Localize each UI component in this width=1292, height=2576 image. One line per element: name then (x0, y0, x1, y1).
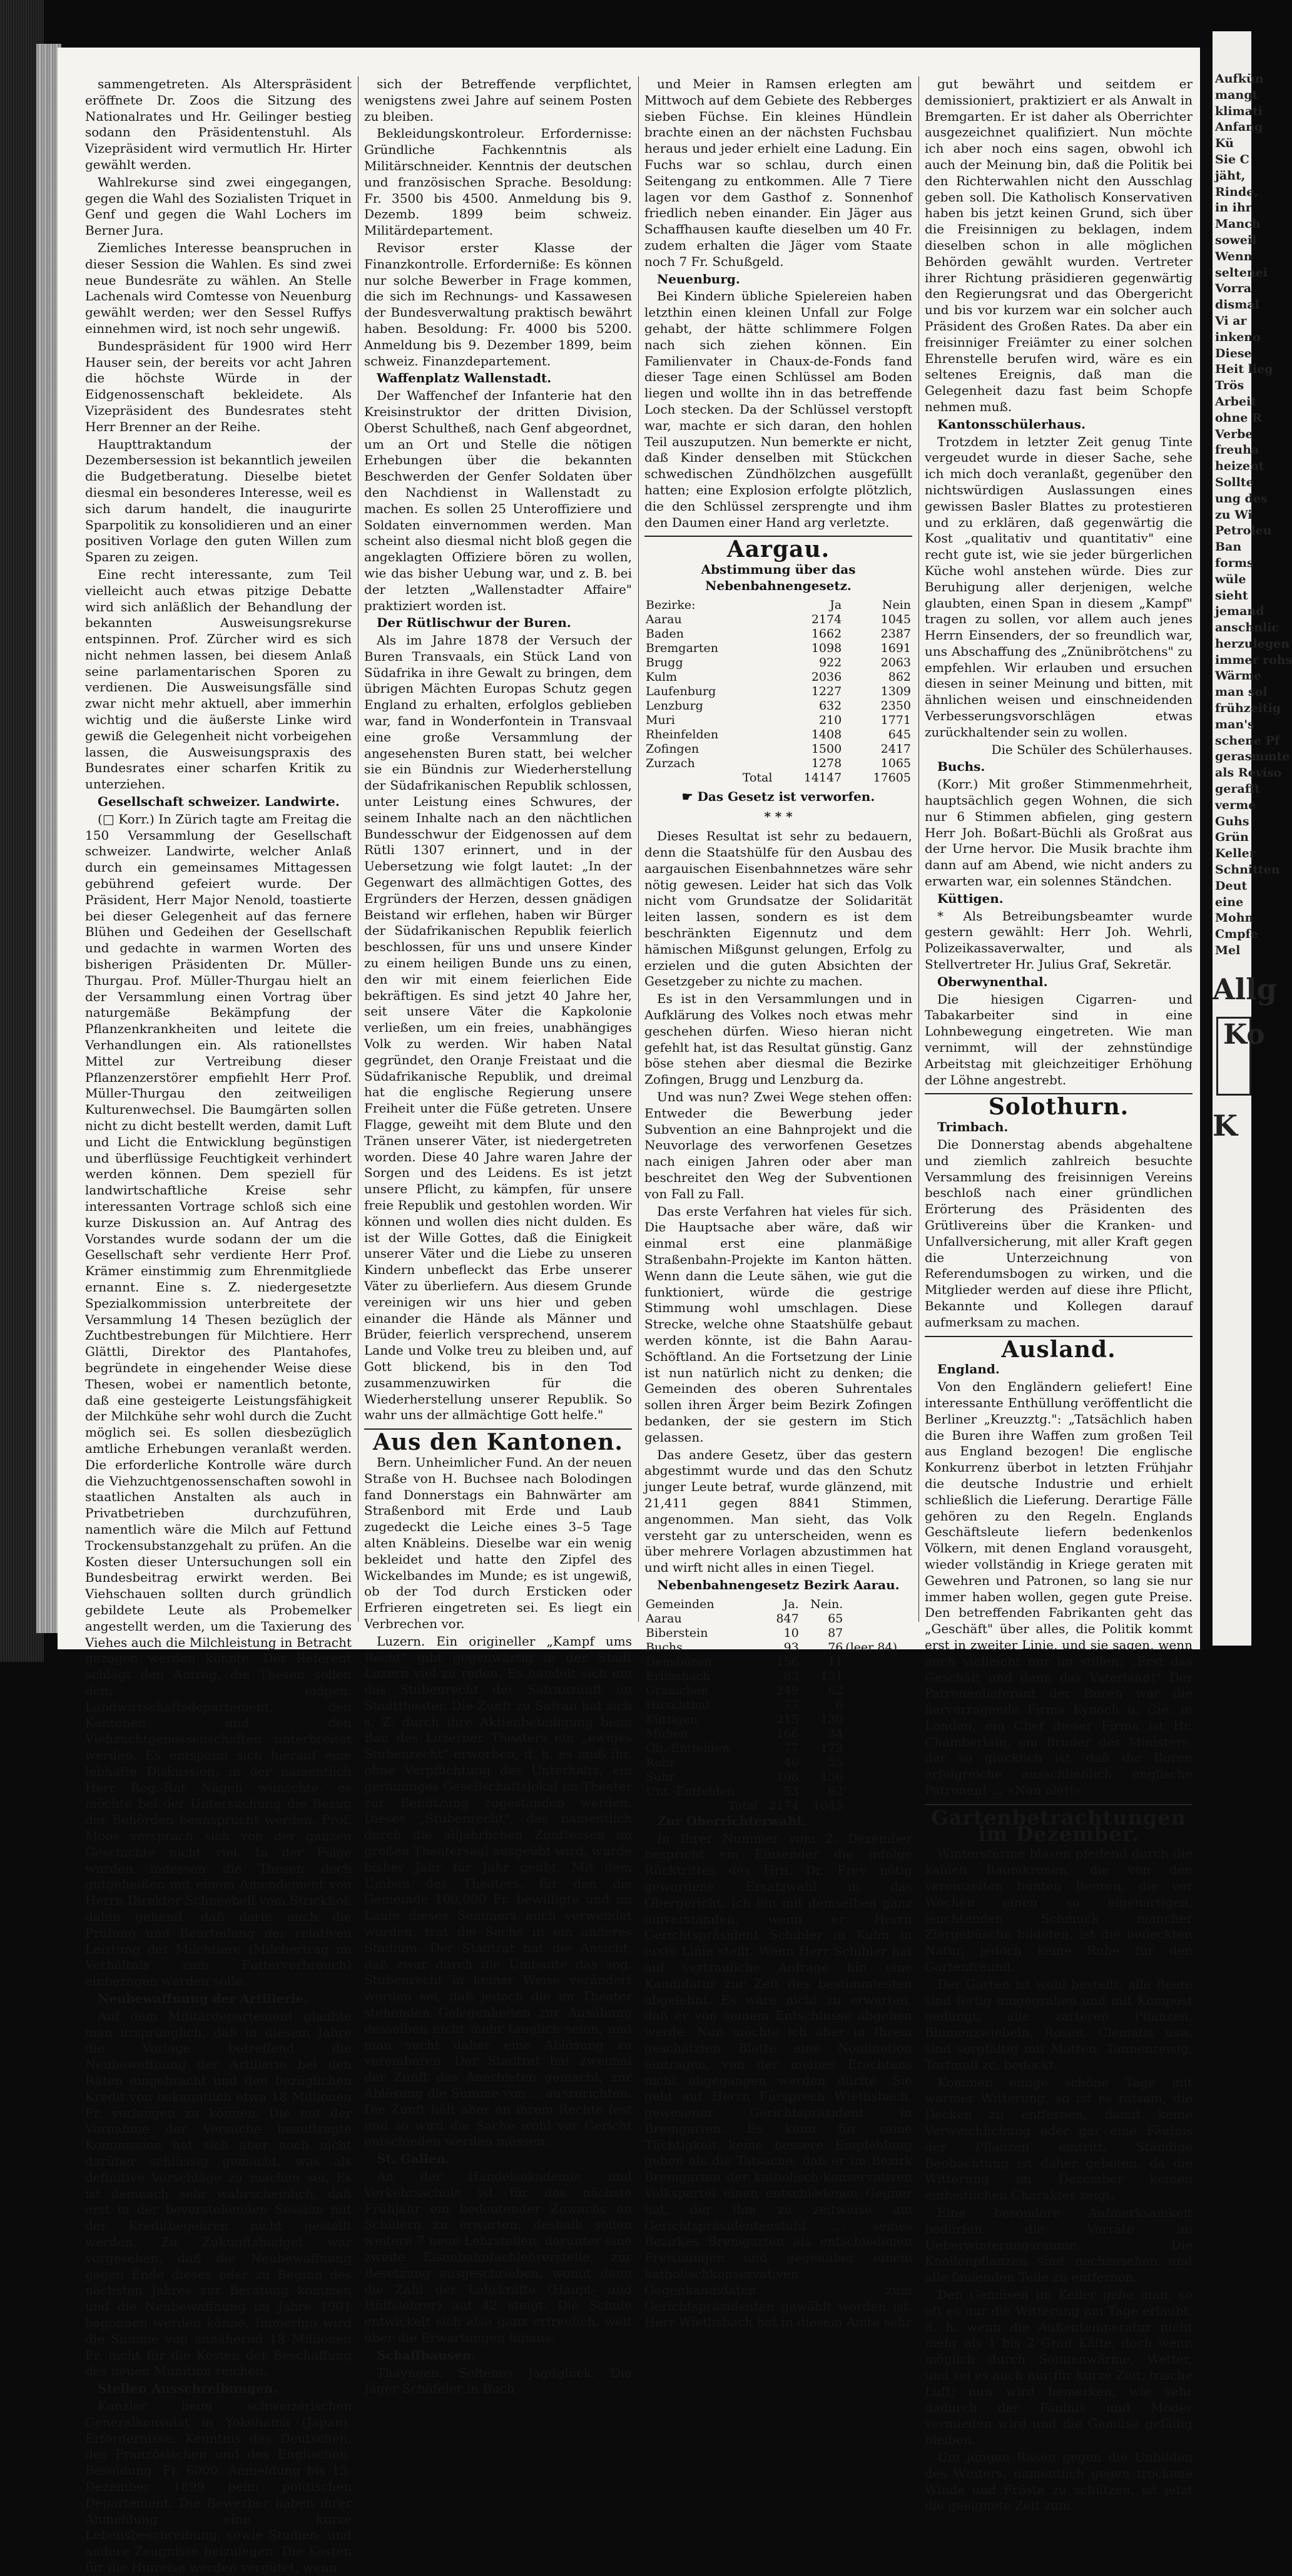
adjacent-text-line: Vi ar (1215, 313, 1247, 328)
cell: Baden (646, 626, 684, 641)
paragraph: Luzern. Ein origineller „Kampf ums Recht" gibt gegenwärtig in der Stadt Luzern viel zu reden. Es handelt sich um das Stubenrecht der Safranzunft im Stadttheater. Die Zunft zu Safran hat sich s. Z. durch ihre Aktienbeteiligung beim Bau des Luzerner Theaters ein „ewiges Stubenrecht" erworben, d. h. es muß ihr, ohne Verpflichtung des Unterhalts, ein geräumiges Gesellschaftslokal im Theater zur Benützung zugestanden werden. Dieses „Stubenrecht", das namentlich durch die alljährlichen Zunftessen im großen Theatersaal ausgeübt wird, wurde bisher Jahr für Jahr geübt. Mit dem Umbau des Theaters, für den die Gemeinde 100,000 Fr. bewilligte und im Laufe dieses Sommers auch verwendet wurden, trat die Sache in ein anderes Stadium. Der Stadtrat hat die Ansicht, daß zwar durch die Umbaute das sog. Stubenrecht in keiner Weise verändert worden sei, daß jedoch die im Theater stehenden Gelegenheiten zur Ausübung desselben nicht mehr tauglich seien, und man sucht daher eine Ablösung zu vereinbaren. Der Stadtrat hat zweimal der Zunft das Anerbieten gemacht, zur Ablösung die Summe von ... auszurichten. Die Zunft hält aber an ihrem Rechte fest und so wird die Sache wohl vor Gericht entschieden werden müssen. (364, 1633, 632, 2149)
adjacent-text-line: Wärme (1215, 669, 1262, 683)
cell: 645 (888, 727, 911, 741)
paragraph: Bern. Unheimlicher Fund. An der neuen Straße von H. Buchsee nach Bolodingen fand Donnerstags ein Bahnwärter am Straßenbord mit Erde und Laub zugedeckt die Leiche eines 3–5 Tage alten Knäbleins. Dieselbe war ein wenig bekleidet und hatte den Zipfel des Wickelbandes im Munde; es ist ungewiß, ob der Tod durch Ersticken oder Erfrieren eingetreten sei. Es liegt ein Verbrechen vor. (364, 1454, 632, 1631)
section-heading: Neubewaffnung der Artillerie. (98, 1991, 308, 2007)
paragraph: Bekleidungskontroleur. Erfordernisse: Gründliche Fachkenntnis als Militärschneider. Kenntnis der deutschen und französischen Sprache. Besoldung: Fr. 3500 bis 4500. Anmeldung bis 9. Dezemb. 1899 beim schweiz. Militärdepartement. (364, 126, 632, 238)
paragraph: und Meier in Ramsen erlegten am Mittwoch auf dem Gebiete des Rebberges sieben Füchse. Ein kleines Hündlein brachte einen an der nächsten Fuchsbau heraus und jeder erhielt eine Ladung. Ein Fuchs war so schlau, durch einen Seitengang zu entkommen. Alle 7 Tiere lagen vor dem Gasthof z. Sonnenhof friedlich neben einander. Ein Jäger aus Schaffhausen kaufte dieselben um 40 Fr. zudem erhalten die Jäger vom Staate noch 7 Fr. Schußgeld. (644, 76, 912, 269)
cell: 2174 (768, 1798, 799, 1813)
cell: 632 (818, 698, 842, 713)
cell: 55 (828, 1755, 843, 1769)
adjacent-text-line: Mohn (1215, 911, 1254, 925)
paragraph: Bei Kindern übliche Spielereien haben letzthin einen kleinen Unfall zur Folge gehabt, der hätte schlimmere Folgen nach sich ziehen können. Ein Familienvater in Chaux-de-Fonds fand dieser Tage einen Schlüssel am Boden liegen und wollte ihn in das betreffende Loch stecken. Da der Schlüssel verstopft war, machte er sich daran, den hohlen Teil auszuputzen. Nun bemerkte er nicht, daß Kinder denselben mit Stückchen schwedischen Zündhölzchen ausgefüllt hatten; eine Explosion erfolgte plötzlich, die den Schlüssel zersprengte und ihm den Daumen einer Hand arg verletzte. (644, 288, 912, 530)
adjacent-text-line: soweil (1215, 233, 1257, 247)
cell: 108 (776, 1769, 799, 1784)
cell: 62 (828, 1784, 843, 1798)
adjacent-text-line: in ihr (1215, 201, 1252, 215)
adjacent-text-line: seltenei (1215, 265, 1268, 280)
adjacent-page-text (1213, 31, 1292, 959)
cell: 130 (820, 1712, 843, 1726)
section-title: Aargau. (726, 536, 830, 563)
paragraph: * Als Betreibungsbeamter wurde gestern gewählt: Herr Joh. Wehrli, Polizeikassaverwalter, und als Stellvertreter Hr. Julius Graf, Sekretär. (925, 908, 1193, 972)
paragraph: Der Garten ist wohl bestellt: alle Beete sind fertig umgegraben und mit Kompost gedüngt; alle zarteren Pflanzen, Blumenzwiebeln, Rosen, Clematis usw. sind sorgfältig mit Matten, Tannenreisig, Torfmull zc. bedeckt. (925, 1976, 1193, 2072)
adjacent-page-edge (1213, 31, 1292, 1646)
adjacent-text-line: Grün (1215, 830, 1249, 845)
cell: 83 (783, 1669, 799, 1683)
paragraph: Das andere Gesetz, über das gestern abgestimmt wurde und das den Schutz junger Leute betraf, wurde glänzend, mit 21,411 gegen 8841 Stimmen, angenommen. Man sieht, das Volk versteht gar zu unterscheiden, wenn es über mehrere Vorlagen abzustimmen hat und wirft nicht alles in einen Tiegel. (644, 1447, 912, 1576)
section-heading: England. (937, 1362, 1000, 1377)
adjacent-text-line: Petroleu (1215, 524, 1272, 538)
adjacent-text-line: Diese (1215, 346, 1252, 360)
cell (844, 1741, 912, 1756)
cell: Aarau (646, 1611, 682, 1626)
table-row (644, 1626, 912, 1641)
signature-line: Die Schüler des Schülerhauses. (991, 741, 1193, 757)
adjacent-text-line: Rinde, (1215, 185, 1258, 199)
cell (844, 1698, 912, 1713)
cell: Küttigen (646, 1712, 698, 1726)
table-row (644, 1612, 912, 1626)
cell (844, 1597, 912, 1612)
table-row (644, 1784, 912, 1799)
adjacent-text-line: ung des (1215, 491, 1268, 506)
cell: 131 (820, 1669, 843, 1683)
cell: 1065 (880, 756, 911, 770)
paragraph: Die Donnerstag abends abgehaltene und ziemlich zahlreich besuchte Versammlung des freisinnigen Vereins beschloß nach einer gründlichen Erörterung des Präsidenten des Grütlivereins über die Kranken- und Unfallversicherung, mit aller Kraft gegen die Unterzeichnung von Referendumsbogen zu wirken, und die Mitglieder werden auf diese ihre Pflicht, Bekannte und Kollegen darauf aufmerksam zu machen. (925, 1137, 1193, 1330)
adjacent-text-line: Aufkün (1215, 72, 1264, 86)
cell: 53 (783, 1784, 799, 1798)
cell: Lenzburg (646, 698, 703, 713)
header-cell: Bezirke: (646, 598, 696, 612)
cell: Buchs (646, 1640, 683, 1654)
cell: 2174 (811, 612, 842, 626)
adjacent-text-line: Kü (1215, 136, 1234, 151)
cell: Rheinfelden (646, 727, 719, 741)
table-row (644, 627, 912, 641)
cell: Brugg (646, 655, 683, 669)
cell: 40 (783, 1755, 799, 1769)
cell: Ob.-Entfelden (646, 1741, 730, 1755)
section-heading: Waffenplatz Wallenstadt. (377, 370, 552, 386)
cell: 922 (818, 655, 842, 669)
cell: 65 (828, 1611, 843, 1626)
adjacent-text-line: Manch (1215, 217, 1261, 232)
cell: 1408 (811, 727, 842, 741)
paragraph: Von den Engländern geliefert! Eine interessante Enthüllung veröffentlicht die Berliner „Kreuzztg.": „Tatsächlich haben die Buren ihre Waffen zum großen Teil aus England bezogen! Die englische Konkurrenz überbot in letzten Frühjahr die deutsche Industrie und erhielt schließlich die Lieferung. Derartige Fälle gehören zu den Regeln. Englands Geschäftsleute liefern bedenkenlos Völkern, mit denen England vorausgeht, wieder vollständig in Kriege geraten mit Gewehren und Patronen, so lang sie nur immer haben wollen, gegen gute Preise. Den betreffenden Fabrikanten geht das „Geschäft" über alles, die Politik kommt erst in zweiter Linie, und sie sagen, wenn auch vielleicht nur im stillen: „Erst das Geschäft und dann das Vaterland!" Der Patronenlieferant der Buren war die hervorragende Firma Kynoch u. Cie. in London, ein Chef dieser Firma ist Hr. Chamberlain, ein Bruder des Ministers, der so glücklich ist, daß die Buren erfolgreiche ausschließlich englische Patronen! ... »Non olet!« (925, 1379, 1193, 1798)
paragraph: Das erste Verfahren hat vieles für sich. Die Hauptsache aber wäre, daß wir einmal erst eine planmäßige Straßenbahn-Projekte im Kanton hätten. Wenn dann die Leute sähen, wie gut die funktioniert, würde die gestrige Stimmung wohl umschlagen. Diese Strecke, welche ohne Staatshülfe gebaut werden könnte, ist die Bahn Aarau-Schöftland. An die Fortsetzung der Linie ist nun natürlich nicht zu denken; die Gemeinden des oberen Suhrentales sollen ihren Ärger beim Bezirk Zofingen bedanken, der sie gestern im Stich gelassen. (644, 1203, 912, 1445)
adjacent-text-line: heizent (1215, 459, 1264, 474)
cell: Unt.-Entfelden (646, 1784, 735, 1798)
cell: 1662 (811, 626, 842, 641)
adjacent-text-line: zu Wi (1215, 507, 1253, 522)
cell (844, 1655, 912, 1669)
result-notice: ☛ Das Gesetz ist verworfen. (681, 788, 875, 804)
paragraph: Und was nun? Zwei Wege stehen offen: Entweder die Bewerbung jeder Subvention an eine Bahnprojekt und die Neuvorlage des verworfenen Gesetzes nach einigen Jahren oder aber man beschreitet den Weg der Subventionen von Fall zu Fall. (644, 1089, 912, 1201)
adjacent-text-line: eine (1215, 895, 1244, 909)
section-heading: Trimbach. (937, 1119, 1009, 1135)
paragraph: Um jungen Rasen gegen die Unbilden des Winters, namentlich gegen trockene Winde und Fröste zu schützen, ist jetzt die geeignete Zeit zum (925, 2449, 1193, 2513)
table-header-row (644, 1597, 912, 1612)
adjacent-text-line: man's (1215, 717, 1254, 731)
cell: Biberstein (646, 1626, 708, 1640)
section-title: Aus den Kantonen. (373, 1429, 623, 1456)
section-title: Gartenbetrachtungen im Dezember. (931, 1805, 1186, 1846)
header-cell: Nein. (810, 1597, 843, 1611)
paragraph: Trotzdem in letzter Zeit genug Tinte vergeudet wurde in dieser Sache, sehe ich mich doch veranlaßt, gegenüber den nichtswürdigen Auslassungen eines gewissen Basler Blattes zu protestieren und zu erklären, daß gegenwärtig die Kost „qualitativ und quantitativ" eine recht gute ist, wie sie jeder bürgerlichen Küche wohl anstehen würde. Dies zur Beruhigung aller derjenigen, welche glaubten, einen Span in diesem „Kampf" tragen zu sollen, vor allem auch jenes Herrn Einsenders, der so freundlich war, uns Abschaffung des „Znünibrötchens" zu empfehlen. Wir erlauben und ersuchen diesen in seiner Meinung und bitten, mit ähnlichen weisen und einschneidenden Verbesserungsvorschlägen etwas zurückhaltender sein zu wollen. (925, 434, 1193, 740)
cell (844, 1784, 912, 1799)
cell: 210 (818, 713, 842, 727)
divider (925, 1804, 1193, 1805)
header-cell: Gemeinden (646, 1597, 715, 1611)
adjacent-text-line: gerafft (1215, 782, 1261, 797)
adjacent-ad-heading: Allg (1213, 972, 1277, 1006)
table-row (644, 670, 912, 685)
cell: 11 (828, 1654, 843, 1669)
cell: Aarau (646, 612, 682, 626)
table-row (644, 742, 912, 756)
cell: 173 (820, 1741, 843, 1755)
adjacent-text-line: anschnlic (1215, 621, 1279, 635)
cell: 2417 (880, 741, 911, 756)
cell: Laufenburg (646, 684, 716, 698)
cell (844, 1799, 912, 1813)
cell: 87 (828, 1626, 843, 1640)
paragraph: Als im Jahre 1878 der Versuch der Buren Transvaals, ein Stück Land von Südafrika in ihre Gewalt zu bringen, dem übrigen Mächten Europas Schutz gegen England zu erhalten, erfolglos geblieben war, fand in Wonderfontein in Transvaal eine große Versammlung der angesehensten Buren statt, bei welcher sie ein Bündnis zur Wiederherstellung der Südafrikanischen Republik schlossen, unter Leistung eines Schwures, der seinem Inhalte nach an den nächtlichen Bundesschwur der Eidgenossen auf dem Rütli 1307 erinnert, und in der Uebersetzung wie folgt lautet: „In der Gegenwart des allmächtigen Gottes, des Ergründers der Herzen, dessen gnädigen Beistand wir erflehen, haben wir Bürger der Südafrikanischen Republik feierlich beschlossen, für uns und unsere Kinder zu einem heiligen Bunde uns zu einen, den wir mit einem feierlichen Eide bekräftigen. Es sind jetzt 40 Jahre her, seit unsere Väter die Kapkolonie verließen, um ein freies, unabhängiges Volk zu werden. Wir haben Natal gegründet, den Oranje Freistaat und die Südafrikanische Republik, und dreimal hat die englische Regierung unsere Freiheit unter die Füße getreten. Unsere Flagge, geweiht mit dem Blute und den Tränen unserer Väter, ist niedergetreten worden. Diese 40 Jahre waren Jahre der Sorgen und des Leidens. Es ist jetzt unsere Pflicht, zu kämpfen, für unsere freie Republik und gestohlen worden. Wir können und wollen dies nicht dulden. Es ist der Wille Gottes, daß die Einigkeit unserer Väter und die Liebe zu unseren Kindern unbefleckt das Erbe unserer Väter zu überliefern. Aus diesem Grunde vereinigen wir uns hier und geben einander die Hände als Männer und Brüder, feierlich versprechend, unserem Lande und Volke treu zu bleiben und, auf Gott blickend, bis in den Tod zusammenzuwirken für die Wiederherstellung unserer Republik. So wahr uns der allmächtige Gott helfe." (364, 633, 632, 1423)
adjacent-text-line: Schnitten (1215, 863, 1280, 877)
adjacent-text-line: gerasmmte (1215, 750, 1290, 764)
adjacent-text-line: Mel (1215, 944, 1241, 958)
paragraph: sammengetreten. Als Alterspräsident eröffnete Dr. Zoos die Sitzung des Nationalrates und Hr. Geilinger bestieg sodann den Präsidentenstuhl. Als Vizepräsident wird vermutlich Hr. Hirter gewählt werden. (85, 76, 352, 172)
adjacent-text-line: Keller (1215, 847, 1256, 861)
table-row (644, 1641, 912, 1655)
header-cell: Ja. (783, 1597, 799, 1611)
cell (844, 1756, 912, 1770)
adjacent-text-line: klimati (1215, 104, 1263, 118)
adjacent-text-line: man sol (1215, 685, 1268, 700)
adjacent-ad-heading: K (1213, 1108, 1238, 1143)
cell: Rohr (646, 1755, 676, 1769)
section-heading: Der Rütlischwur der Buren. (377, 615, 571, 631)
newspaper-page (58, 48, 1213, 2575)
cell: Muhen (646, 1726, 688, 1741)
cell: Total (742, 770, 773, 785)
cell (844, 1669, 912, 1684)
adjacent-text-line: Ban (1215, 540, 1242, 554)
paragraph: Bundespräsident für 1900 wird Herr Hauser sein, der bereits vor acht Jahren die höchste Würde in der Eidgenossenschaft bekleidete. Als Vizepräsident des Bundesrates steht Herr Brenner an der Reihe. (85, 338, 352, 434)
adjacent-text-line: freuha (1215, 443, 1259, 457)
cell: 166 (776, 1726, 799, 1741)
section-heading: Kantonsschülerhaus. (937, 416, 1086, 432)
adjacent-text-line: dismal (1215, 298, 1259, 312)
paragraph: (□ Korr.) In Zürich tagte am Freitag die 150 Versammlung der Gesellschaft schweizer. Landwirte, welcher Anlaß durch ein gemeinsames Mittagessen gebührend gefeiert wurde. Der Präsident, Herr Major Nenold, toastierte bei dieser Gelegenheit auf das fernere Blühen und Gedeihen der Gesellschaft und gedachte in warmen Worten des bisherigen Präsidenten Dr. Müller-Thurgau. Prof. Müller-Thurgau hielt an der Versammlung einen Vortrag über naturgemäße Bekämpfung der Pflanzenkrankheiten und leitete die Verhandlungen ein. Als rationellstes Mittel zur Vertreibung dieser Pflanzenzerstörer empfiehlt Herr Prof. Müller-Thurgau den zeitweiligen Kulturenwechsel. Die Baumgärten sollen nicht zu dicht bestellt werden, damit Luft und Licht die Entwicklung begünstigen und überflüssige Feuchtigkeit verhindert werden können. Dem speziell für landwirtschaftliche Kreise sehr interessanten Vortrage schloß sich eine kurze Diskussion an. Auf Antrag des Vorstandes wurde sodann der um die Gesellschaft sehr verdiente Herr Prof. Krämer einstimmig zum Ehrenmitgliede ernannt. Eine s. Z. niedergesetzte Spezialkommission unterbreitete der Versammlung 14 Thesen bezüglich der Zuchtbestrebungen für Milchtiere. Herr Glättli, Direktor des Plantahofes, begründete in eingehender Weise diese Thesen, wobei er namentlich betonte, daß eine gesteigerte Leistungsfähigkeit der Milchkühe sehr wohl durch die Zucht möglich sei. Es sollen diesbezüglich amtliche Erhebungen veranlaßt werden. Die erforderliche Kontrolle wäre durch die Viehzuchtgenossenschaften sowohl in staatlichen Anstalten als auch in Privatbetrieben durchzuführen, namentlich wäre die Milch auf Fettund Trockensubstanzgehalt zu prüfen. An die Kosten dieser Untersuchungen soll ein Bundesbeitrag erwirkt werden. Bei Viehschauen sollten durch gründlich gebildete Leute als Probemelker angestellt werden, um die Taxierung des Viehes auch die Milchleistung in Betracht gezogen werden könnte. Der Referent schlägt den Antrag, die Thesen sollen dem eidgen. Landwirtschaftsdepartement, den Kantonen und den Viehzuchtgenossenschaften unterbreitet werden. Es entspann sich hierauf eine lebhafte Diskussion, in der namentlich Herr Reg.-Rat Nägeli wünschte, es möchte bei der Untersuchung die Bezug der Behörden beansprucht werden. Prof. Moos versprach sich von der ganzen Geschichte nicht viel. In der Folge wurden indessen die Thesen doch gutgeheißen mit einem Amendement von Herrn Direktor Schneebeli vom Strickhof, dahin gehend, daß darin auch die Prüfung und Beurteilung der relativen Leistung der Milchtiere (Milchertrag im Verhältnis zum Futterverbrauch) einbezogen werden solle. (85, 811, 352, 1989)
section-title: Ausland. (1001, 1336, 1116, 1363)
cell: 2063 (880, 655, 911, 669)
paragraph: Thayngen. Seltenes Jagdglück. Die Jäger Schäfeler in Buch (364, 2365, 632, 2396)
cell: Zurzach (646, 756, 695, 770)
cell: 10 (783, 1626, 799, 1640)
table-total-row (644, 771, 912, 785)
vote-table (644, 598, 912, 785)
paragraph: An der Handelsakademie und Verkehrsschule ist für das nächste Frühjahr ein bedeutender Zuwachs an Schülern zu erwarten; deshalb sollen weitere 7 neue Lehrstellen, darunter eine zweite Eisenbahnfachlehrerstelle, zur Besetzung ausgeschrieben, womit dann die Zahl der Lehrkräfte (Haupt- und Hülfslehrer) auf 42 steigt. Die Schule entwickelt sich also ganz erfreulich, weit über die Erwartungen hinaus. (364, 2169, 632, 2345)
cell: 1045 (812, 1798, 843, 1813)
section-heading: Oberwynenthal. (937, 974, 1048, 989)
table-row (644, 1741, 912, 1756)
section-heading: St. Gallen. (377, 2151, 450, 2167)
cell: Bremgarten (646, 641, 718, 655)
cell: 847 (776, 1611, 799, 1626)
paragraph: Eine besondere Aufmerksamkeit bedürfen die Vorräte im Ueberwinterungsraume. Die Knollenpflanzen sind nachzusehen und alle faulenden Teile zu entfernen. (925, 2205, 1193, 2285)
paragraph: Revisor erster Klasse der Finanzkontrolle. Erforderniße: Es können nur solche Bewerber in Frage kommen, die sich im Rechnungs- und Kassawesen der Bundesverwaltung praktisch bewährt haben. Besoldung: Fr. 4000 bis 5200. Anmeldung bis 9. Dezember 1899, beim schweiz. Finanzdepartement. (364, 240, 632, 369)
table-row (644, 728, 912, 742)
adjacent-text-line: Deut (1215, 878, 1248, 893)
table-row (644, 699, 912, 713)
page-gutter (1200, 48, 1213, 1649)
section-title: Solothurn. (988, 1094, 1129, 1121)
adjacent-text-line: Guhs (1215, 814, 1249, 828)
paragraph: sich der Betreffende verpflichtet, wenigstens zwei Jahre auf seinem Posten zu bleiben. (364, 76, 632, 124)
table-row (644, 713, 912, 728)
cell: 93 (783, 1640, 799, 1654)
paragraph: Kanzler beim schweizerischen Generalkonsulat in Yokohama (Japan). Erfordernisse: Kenntnis des Deutschen, des Französischen und des Englischen. Besoldung: Fr. 6000. Anmeldung bis 15. Dezember 1899 beim politischen Departement. Die Bewerber haben ihrer Anmeldung eine kurze Lebensbeschreibung, sowie Studien- und andere Zeugnisse beizulegen. Die Kosten für die Hinreise werden vergütet, wenn (85, 2398, 352, 2575)
cell: 77 (783, 1741, 799, 1755)
adjacent-text-line: sieht (1215, 588, 1248, 603)
cell (844, 1684, 912, 1698)
section-heading: Stellen Ausschreibungen. (98, 2381, 278, 2396)
adjacent-text-line: mangt (1215, 88, 1258, 102)
cell: 1278 (811, 756, 842, 770)
adjacent-text-line: forms (1215, 556, 1254, 570)
cell: 1227 (811, 684, 842, 698)
header-cell: Nein (882, 598, 911, 612)
cell: 862 (888, 669, 911, 684)
section-heading: Neuenburg. (657, 271, 740, 287)
adjacent-text-line: als Reviso (1215, 766, 1282, 780)
column-4 (925, 76, 1193, 2513)
cell (844, 1612, 912, 1626)
cell: 1045 (880, 612, 911, 626)
cell: 2036 (811, 669, 842, 684)
paragraph: gut bewährt und seitdem er demissioniert, praktiziert er als Anwalt in Bremgarten. Er ist daher als Oberrichter ausgezeichnet qualifiziert. Nun möchte ich aber noch eins sagen, obwohl ich auch der Meinung bin, daß die Politik bei den Richterwahlen nicht den Ausschlag geben soll. Die Katholisch Konservativen haben bis jetzt keinen Grund, sich über die Freisinnigen zu beklagen, indem dieselben schon in alle möglichen Behörden gewählt wurden. Vertreter ihrer Richtung präsidieren gegenwärtig den Regierungsrat und das Obergericht und bis vor kurzem war ein solcher auch Präsident des Großen Rates. Da aber ein freisinniger Freiämter zu einer solchen Ehrenstelle berufen wird, wäre es ein seltenes Ereignis, daß man die Gelegenheit dazu fast beim Schopfe nehmen muß. (925, 76, 1193, 414)
paragraph: Dieses Resultat ist sehr zu bedauern, denn die Staatshülfe für den Ausbau des aargauischen Eisenbahnnetzes wäre sehr nötig gewesen. Leider hat sich das Volk nicht vom Grundsatze der Solidarität leiten lassen, sondern es ist dem beschränkten Eigennutz und dem hämischen Mißgunst gelungen, Erfolg zu erzielen und die guten Absichten der Gesetzgeber zu nichte zu machen. (644, 828, 912, 989)
cell: 2350 (880, 698, 911, 713)
cell: 2387 (880, 626, 911, 641)
table-header-row (644, 598, 912, 613)
adjacent-ad-box: Ko (1216, 1017, 1251, 1096)
cell: Zofingen (646, 741, 699, 756)
table-total-row (644, 1799, 912, 1813)
table-row (644, 1756, 912, 1770)
section-heading: Gesellschaft schweizer. Landwirte. (98, 794, 340, 810)
table-row (644, 641, 912, 656)
cell: 1309 (880, 684, 911, 698)
adjacent-text-line: inkeno (1215, 330, 1261, 344)
adjacent-text-line: Cmpfe (1215, 927, 1258, 942)
vote-table-aarau (644, 1597, 912, 1813)
table-row (644, 1669, 912, 1684)
cell: 76 (828, 1640, 843, 1654)
cell: 1771 (880, 713, 911, 727)
paragraph: Die hiesigen Cigarren- und Tabakarbeiter sind in eine Lohnbewegung eingetreten. Wie man vernimmt, will der zehnstündige Arbeitstag mit gleichzeitiger Erhöhung der Löhne angestrebt. (925, 991, 1193, 1087)
cell: 14147 (803, 770, 842, 785)
adjacent-text-line: frühzeitig (1215, 701, 1281, 716)
table-row (644, 1655, 912, 1669)
column-rule (638, 76, 639, 1622)
cell: 77 (783, 1698, 799, 1712)
table-row (644, 1727, 912, 1741)
cell: 1500 (811, 741, 842, 756)
table-title: Abstimmung über das Nebenbahnengesetz. (701, 562, 856, 593)
table-row (644, 1698, 912, 1713)
adjacent-text-line: Verbe (1215, 427, 1253, 441)
adjacent-text-line: Sie C (1215, 152, 1249, 166)
adjacent-text-line: schene Pf (1215, 733, 1280, 748)
column-rule (918, 76, 919, 1622)
paragraph: (Korr.) Mit großer Stimmenmehrheit, hauptsächlich gegen Wohnen, die sich nur 6 Stimmen abfielen, ging gestern Herr Joh. Boßart-Büchli als Großrat aus der Urne hervor. Die Musik brachte ihm dann auf am Abend, wie nicht anders zu erwarten war, ein solennes Ständchen. (925, 776, 1193, 889)
section-heading: Buchs. (937, 759, 985, 775)
cell: 6 (835, 1698, 843, 1712)
adjacent-text-line: wüle (1215, 572, 1246, 586)
adjacent-text-line: immer rohs (1215, 653, 1292, 667)
column-rule (358, 76, 359, 1622)
paragraph: Ziemliches Interesse beanspruchen in dieser Session die Wahlen. Es sind zwei neue Bundesräte zu wählen. An Stelle Lachenals wird Comtesse von Neuenburg gewählt werden; wer den Sessel Ruffys einnehmen wird, ist noch sehr ungewiß. (85, 240, 352, 336)
table-row (644, 656, 912, 670)
cell: 17605 (873, 770, 911, 785)
cell: Hirschthal (646, 1698, 710, 1712)
table-row (644, 685, 912, 699)
section-heading: Zur Oberrichterwahl. (657, 1813, 806, 1828)
paragraph: In Ihrer Nummer vom 2. Dezember bespricht ein Einsender die infolge Rücktrittes des Hrn. Dr. Frey nötig gewordene Ersatzwahl in das Obergericht. Ich bin mit demselben ganz einverstanden, wenn er Herrn Gerichtspräsident Schibler in Kulm in erste Linie stellt. Wenn Herr Schibler hat auf vertrauliche Anfrage hin eine Kandidatur zur Zeit des bestimmtesten abgelehnt. Es wäre nicht zu erwarten, daß er von seinem Entschlusse abgehen werde. Nun möchte ich aber in Ihrem geschätzten Blatte eine Nomination eintragen, von der meines Erachtens nicht abgegangen werden dürfte. Sie geht auf Herrn Fürsprech Wietlisbach, gewesener Gerichtspräsident in Bremgarten. Es kann für seine Tüchtigkeit keine bessere Empfehlung geben als die Tatsache, daß er im Bezirk Bremgarten der katholisch-konservativen Volkspartei einen entschiedenen Gegner hat, der ihm zu zeitweise am Gerichtspräsidentenstuhl ... seines Bezirkes Bremgarten als entschiedenen Freisinnigen und gegenüber einem katholischkonservativen Gegenkandidaten zum Gerichtspräsidenten gewählt worden ist. Herr Wietlisbach hat in diesem Amte sehr (644, 1830, 912, 2330)
adjacent-text-line: herzulegen (1215, 636, 1290, 651)
header-cell: Ja (830, 598, 842, 612)
adjacent-text-line: Anfang (1215, 120, 1263, 135)
cell (844, 1727, 912, 1741)
paragraph: Haupttraktandum der Dezembersession ist bekanntlich jeweilen die Budgetberatung. Dieselbe bietet diesmal ein besonderes Interesse, weil es sich darum handelt, die inaugurirte Sparpolitik zu konsolidieren und an einer positiven Vorlage den guten Willen zum Sparen zu zeigen. (85, 436, 352, 565)
paragraph: Winterstürme blasen pfeifend durch die kahlen Baumkronen, die von den vereinzelten bunten Beeren, die vor Wochen einen so eigenartigen, leuchtenden Schmuck mancher Ziergebüsche bildeten, ist die bedeckten Natur, jedoch keine Ruhe für den Gartenfreund. (925, 1846, 1193, 1975)
table-row (644, 1770, 912, 1784)
paragraph: Wahlrekurse sind zwei eingegangen, gegen die Wahl des Sozialisten Triquet in Genf und gegen die Wahl Lochers im Berner Jura. (85, 174, 352, 238)
paragraph: Es ist in den Versammlungen und in Aufklärung des Volkes noch etwas mehr geschehen dürfen. Wieso hieran nicht gefehlt hat, ist das Resultat günstig. Ganz böse stehen aber diesmal die Bezirke Zofingen, Brugg und Lenzburg da. (644, 991, 912, 1087)
cell: 156 (820, 1769, 843, 1784)
cell: 215 (776, 1712, 799, 1726)
cell: (leer 84) (845, 1640, 897, 1654)
cell: 34 (828, 1726, 843, 1741)
table-title: Nebenbahnengesetz Bezirk Aarau. (657, 1577, 900, 1592)
cell: Gränichen (646, 1683, 709, 1698)
paragraph: Eine recht interessante, zum Teil vielleicht auch etwas pitzige Debatte wird sich anläßlich der Behandlung der bekannten Ausweisungsrekurse entspinnen. Prof. Zürcher wird es sich nicht nehmen lassen, bei diesem Anlaß seine parlamentarischen Sporen zu verdienen. Die Ausweisungsfälle sind zwar nicht mehr aktuell, aber immerhin wichtig und die äußerste Linke wird gewiß die Gelegenheit nicht vorbeigehen lassen, die Ausweisungspraxis des Bundesrates einer scharfen Kritik zu unterziehen. (85, 566, 352, 792)
table-row (644, 1684, 912, 1698)
column-2 (364, 76, 632, 2396)
cell: Densbüren (646, 1654, 712, 1669)
cell: Muri (646, 713, 675, 727)
table-row (644, 1713, 912, 1727)
cell: 249 (776, 1683, 799, 1698)
column-1 (85, 76, 352, 2575)
section-heading: Schaffhausen. (377, 2347, 476, 2363)
adjacent-text-line: verme (1215, 798, 1256, 812)
adjacent-text-line: Arbeit (1215, 394, 1257, 409)
adjacent-text-line: Heit lieg (1215, 362, 1273, 377)
adjacent-text-line: jemand (1215, 604, 1264, 619)
section-heading: Küttigen. (937, 890, 1004, 906)
table-row (644, 613, 912, 627)
cell: 1098 (811, 641, 842, 655)
adjacent-text-line: Wenn (1215, 249, 1253, 263)
cell (844, 1770, 912, 1784)
cell: Total (728, 1798, 758, 1813)
separator-stars: * * * (764, 808, 793, 824)
cell: 156 (776, 1654, 799, 1669)
paragraph: Auf dem Militärdepartement glaubte man ursprünglich, daß in diesem Jahre die Vorlage betreffend die Neubewaffnung der Artillerie bei den Räten eingebracht und den bezüglichen Kredit von bekanntlich etwa 18 Millionen Fr. verlangen zu können. Die mit der Vornahme der Versuche beauftragte Kommission hat sich aber noch nicht darüber schlüssig gemacht, was als definitive Vorschläge zu machen sei. Es ist demnach sehr wahrscheinlich, daß erst in der bevorstehenden Session mit der Kreditbegehren nicht gestellt werden. Zu Zukunftsbudget war vorgesehen, daß die Neubewaffnung gegen Ende dieses oder zu Beginn des nächsten Jahres zur Beratung kommen und die Neubewaffnung im Jahre 1901 begonnen werden könne. Immerhin wird die Summe von annähernd 18 Millionen Fr. nicht für die Kosten der Beschaffung des neuen Munition reichen. (85, 2008, 352, 2379)
cell (844, 1713, 912, 1727)
adjacent-text-line: Trös (1215, 379, 1244, 393)
column-3 (644, 76, 912, 2330)
adjacent-text-line: jäht, (1215, 168, 1246, 183)
cell: 62 (828, 1683, 843, 1698)
cell: Kulm (646, 669, 678, 684)
adjacent-text-line: Vorra (1215, 282, 1252, 296)
paragraph: Kommen einige schöne Tage mit warmer Witterung, so ist es ratsam, die Decken zu entfernen, damit keine Verweichlichung oder gar eine Fäulnis der Pflanzen eintritt. Ständige Beobachtung ist daher geboten, da die Witterung im Dezember keinen einheitlichen Charakter zeigt. (925, 2074, 1193, 2203)
cell: 1691 (880, 641, 911, 655)
cell (844, 1626, 912, 1641)
paragraph: Der Waffenchef der Infanterie hat den Kreisinstruktor der dritten Division, Oberst Schultheß, nach Genf abgeordnet, um an Ort und Stelle die nötigen Erhebungen über die bekannten Beschwerden der Genfer Soldaten über den Nachdienst in Wallenstadt zu machen. Es sollen 25 Unteroffiziere und Soldaten einvernommen werden. Man scheint also diesmal nicht bloß gegen die angeklagten Offiziere bören zu wollen, wie das bisher Uebung war, und z. B. bei der letzten „Wallenstadter Affaire" praktiziert worden ist. (364, 388, 632, 613)
cell: Suhr (646, 1769, 675, 1784)
cell: Erlinsbach (646, 1669, 711, 1683)
table-row (644, 756, 912, 771)
adjacent-text-line: Sollte (1215, 475, 1254, 489)
adjacent-text-line: ohne R (1215, 410, 1262, 425)
paragraph: Den Gemüsen im Keller gebe man, so oft es nur die Witterung am Tage erlaubt, d. h. wenn die Außentemperatur nicht mehr als 1 bis 2 Grad Kälte, doch wenn möglich durch Sonnenwärme, Wetter, und sei es auch nur für kurze Zeit, frische Luft; nun wird bemerken, wie sehr dadurch der Fäulnis und Moder vermieden wird und die Gemüse gefällig bleiben. (925, 2286, 1193, 2448)
